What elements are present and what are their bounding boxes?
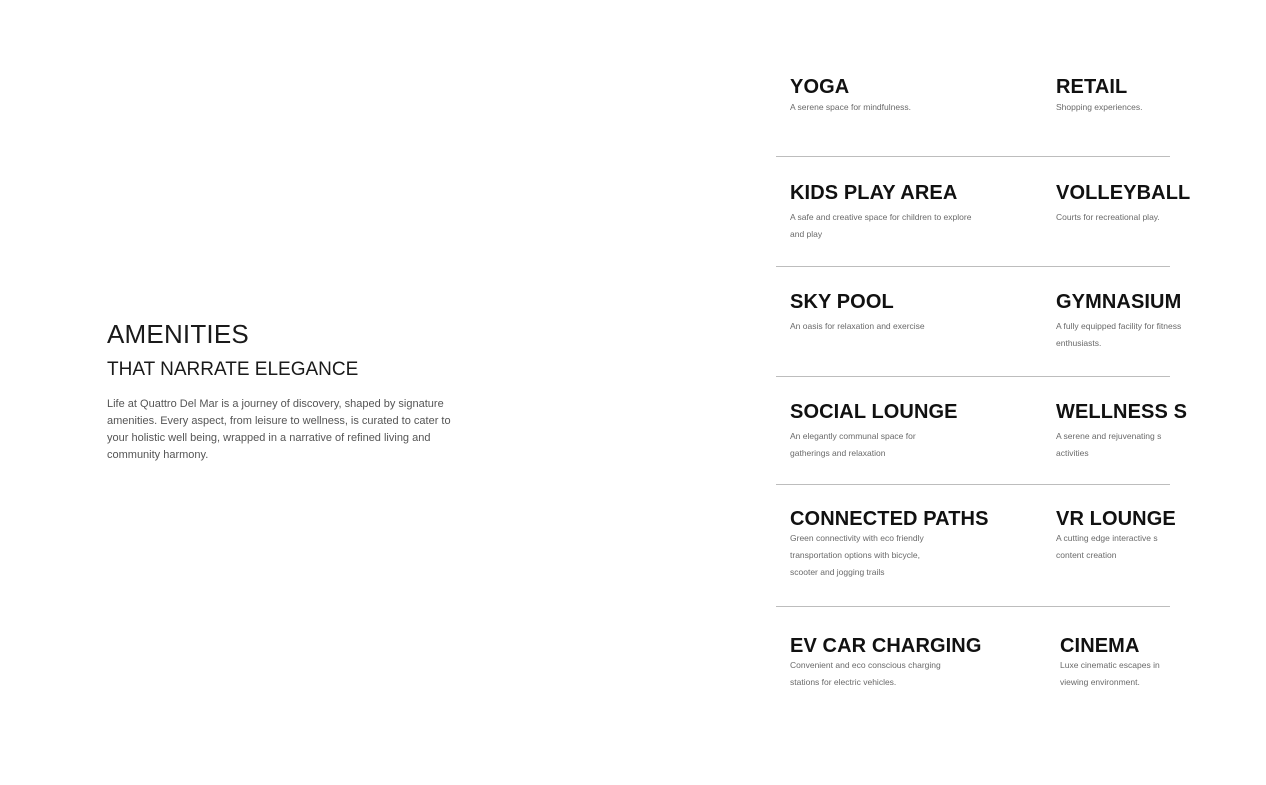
amenity-title: SKY POOL: [790, 291, 894, 313]
amenity-description: A cutting edge interactive s content creation: [1056, 533, 1158, 560]
amenity-retail: [1056, 76, 1266, 116]
amenity-wellness: [1056, 401, 1188, 462]
amenity-description: Courts for recreational play.: [1056, 212, 1160, 222]
amenity-gymnasium: [1056, 291, 1226, 352]
section-subtitle: THAT NARRATE ELEGANCE: [107, 359, 359, 380]
amenity-connected-paths: [790, 508, 989, 581]
amenity-kids-play-area: [790, 182, 980, 243]
amenity-yoga: [790, 76, 980, 116]
amenity-description: An oasis for relaxation and exercise: [790, 321, 925, 331]
section-title: AMENITIES: [107, 319, 249, 349]
amenity-title: VR LOUNGE: [1056, 508, 1176, 530]
amenity-title: GYMNASIUM: [1056, 291, 1182, 313]
amenity-sky-pool: [790, 291, 980, 335]
amenity-description: Convenient and eco conscious charging stations for electric vehicles.: [790, 660, 941, 687]
row-divider: [776, 266, 1170, 267]
amenity-vr-lounge: [1056, 508, 1181, 564]
intro-paragraph: Life at Quattro Del Mar is a journey of discovery, shaped by signature amenities. Every aspect, from leisure to wellness, is curated to cater to your holistic well being, wrapped in a narrative of refined living and community harmony.: [107, 398, 451, 461]
amenity-title: CONNECTED PATHS: [790, 508, 989, 530]
row-divider: [776, 484, 1170, 485]
row-divider: [776, 606, 1170, 607]
amenity-description: An elegantly communal space for gatherings and relaxation: [790, 431, 916, 458]
amenity-title: VOLLEYBALL: [1056, 182, 1191, 204]
amenity-description: Luxe cinematic escapes in viewing environment.: [1060, 660, 1160, 687]
row-divider: [776, 156, 1170, 157]
amenity-description: A safe and creative space for children to explore and play: [790, 212, 972, 239]
amenity-title: CINEMA: [1060, 635, 1140, 657]
amenity-title: YOGA: [790, 76, 850, 98]
amenity-description: Green connectivity with eco friendly transportation options with bicycle, scooter and jogging trails: [790, 533, 924, 577]
amenity-title: EV CAR CHARGING: [790, 635, 982, 657]
amenity-description: A fully equipped facility for fitness enthusiasts.: [1056, 321, 1182, 348]
amenity-description: Shopping experiences.: [1056, 102, 1143, 112]
amenity-title: WELLNESS S: [1056, 401, 1188, 423]
amenity-ev-car-charging: [790, 635, 980, 691]
amenity-title: KIDS PLAY AREA: [790, 182, 958, 204]
amenity-description: A serene space for mindfulness.: [790, 102, 911, 112]
amenity-cinema: [1060, 635, 1175, 691]
intro-section: [107, 318, 467, 464]
amenity-description: A serene and rejuvenating s activities: [1056, 431, 1162, 458]
amenity-social-lounge: [790, 401, 980, 462]
amenities-grid: [776, 0, 1191, 785]
amenity-title: SOCIAL LOUNGE: [790, 401, 958, 423]
row-divider: [776, 376, 1170, 377]
amenity-title: RETAIL: [1056, 76, 1128, 98]
amenity-volleyball: [1056, 182, 1266, 226]
